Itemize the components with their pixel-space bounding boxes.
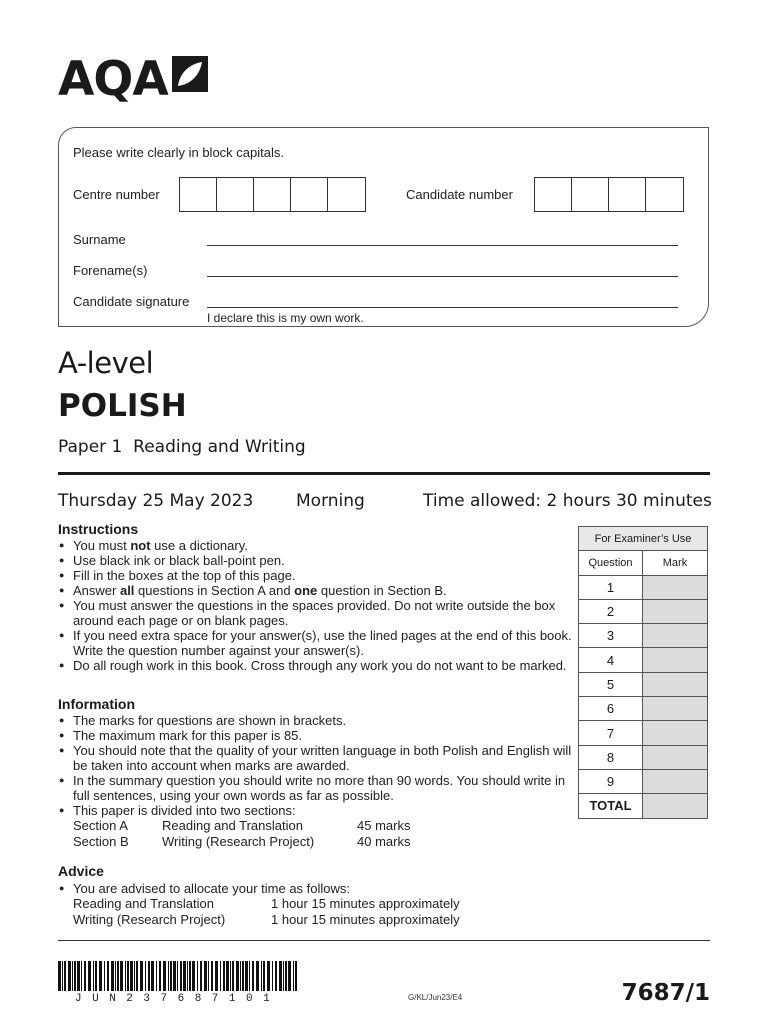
- table-row: 4: [579, 648, 708, 672]
- exam-session: Morning: [296, 491, 365, 511]
- question-column-header: Question: [579, 551, 643, 575]
- forename-line[interactable]: [207, 276, 678, 277]
- instructions-heading: Instructions: [58, 521, 139, 537]
- mark-cell[interactable]: [643, 745, 708, 769]
- section-row: Section A Reading and Translation 45 marks: [73, 818, 411, 833]
- centre-number-boxes[interactable]: [179, 177, 366, 212]
- subject-title: POLISH: [58, 388, 187, 424]
- advice-list: [58, 881, 578, 927]
- examiner-use-table: [578, 526, 708, 819]
- leaf-logo-icon: [172, 56, 208, 92]
- list-item: ● If you need extra space for your answer(s), use the lined pages at the end of this book. Write the question number against your answer(s).: [58, 628, 578, 658]
- list-item: ● Answer all questions in Section A and one question in Section B.: [58, 583, 578, 598]
- list-item: ● You are advised to allocate your time as follows:: [58, 881, 578, 896]
- table-row: 9: [579, 769, 708, 793]
- table-row: 6: [579, 697, 708, 721]
- aqa-logo: [58, 52, 208, 112]
- table-row: 5: [579, 672, 708, 696]
- centre-number-box[interactable]: [254, 178, 291, 211]
- table-row: 2: [579, 599, 708, 623]
- table-row: 8: [579, 745, 708, 769]
- centre-number-box[interactable]: [180, 178, 217, 211]
- mark-cell[interactable]: [643, 624, 708, 648]
- information-heading: Information: [58, 696, 135, 712]
- total-row: TOTAL: [579, 794, 708, 818]
- candidate-number-box[interactable]: [609, 178, 646, 211]
- list-item: ● This paper is divided into two sections:: [58, 803, 578, 818]
- advice-heading: Advice: [58, 863, 104, 879]
- list-item: ● The marks for questions are shown in brackets.: [58, 713, 578, 728]
- forename-label: Forename(s): [73, 263, 148, 278]
- candidate-number-box[interactable]: [646, 178, 683, 211]
- mark-cell[interactable]: [643, 672, 708, 696]
- instructions-list: [58, 538, 578, 673]
- list-item: ● Use black ink or black ball-point pen.: [58, 553, 578, 568]
- list-item: ● You should note that the quality of your written language in both Polish and English will be taken into account when marks are awarded.: [58, 743, 578, 773]
- candidate-number-box[interactable]: [572, 178, 609, 211]
- mark-cell[interactable]: [643, 575, 708, 599]
- paper-code: 7687/1: [621, 980, 710, 1006]
- time-allowed: Time allowed: 2 hours 30 minutes: [423, 491, 712, 511]
- list-item: ● You must not use a dictionary.: [58, 538, 578, 553]
- barcode-icon: [58, 961, 300, 991]
- qualification-level: A-level: [58, 346, 154, 380]
- examiner-table-heading: For Examiner’s Use: [579, 527, 708, 551]
- surname-line[interactable]: [207, 245, 678, 246]
- paper-title: Paper 1 Reading and Writing: [58, 437, 306, 457]
- list-item: ● The maximum mark for this paper is 85.: [58, 728, 578, 743]
- centre-number-box[interactable]: [328, 178, 365, 211]
- surname-label: Surname: [73, 232, 126, 247]
- total-mark-cell[interactable]: [643, 794, 708, 818]
- candidate-number-boxes[interactable]: [534, 177, 684, 212]
- signature-line[interactable]: [207, 307, 678, 308]
- time-row: Writing (Research Project) 1 hour 15 minutes approximately: [73, 912, 460, 927]
- information-list: [58, 713, 578, 849]
- title-divider: [58, 472, 710, 475]
- centre-number-box[interactable]: [291, 178, 328, 211]
- mark-column-header: Mark: [643, 551, 708, 575]
- table-row: 3: [579, 624, 708, 648]
- table-row: 7: [579, 721, 708, 745]
- candidate-number-box[interactable]: [535, 178, 572, 211]
- list-item: ● Do all rough work in this book. Cross through any work you do not want to be marked.: [58, 658, 578, 673]
- mark-cell[interactable]: [643, 697, 708, 721]
- declaration-text: I declare this is my own work.: [207, 311, 364, 325]
- list-item: ● Fill in the boxes at the top of this page.: [58, 568, 578, 583]
- centre-number-label: Centre number: [73, 187, 160, 202]
- paper-reference: G/KL/Jun23/E4: [408, 993, 463, 1002]
- footer-divider: [58, 940, 710, 941]
- candidate-number-label: Candidate number: [406, 187, 513, 202]
- list-item: ● In the summary question you should write no more than 90 words. You should write in full sentences, using your own words as far as possible.: [58, 773, 578, 803]
- table-row: 1: [579, 575, 708, 599]
- barcode-digits: JUN237687101: [75, 993, 281, 1005]
- exam-date: Thursday 25 May 2023: [58, 491, 254, 511]
- mark-cell[interactable]: [643, 648, 708, 672]
- time-row: Reading and Translation 1 hour 15 minutes approximately: [73, 896, 460, 911]
- form-instruction: Please write clearly in block capitals.: [73, 145, 284, 160]
- list-item: ● You must answer the questions in the spaces provided. Do not write outside the box around each page or on blank pages.: [58, 598, 578, 628]
- mark-cell[interactable]: [643, 721, 708, 745]
- signature-label: Candidate signature: [73, 294, 190, 309]
- mark-cell[interactable]: [643, 599, 708, 623]
- logo-text: AQA: [58, 52, 168, 107]
- mark-cell[interactable]: [643, 769, 708, 793]
- section-row: Section B Writing (Research Project) 40 marks: [73, 834, 411, 849]
- centre-number-box[interactable]: [217, 178, 254, 211]
